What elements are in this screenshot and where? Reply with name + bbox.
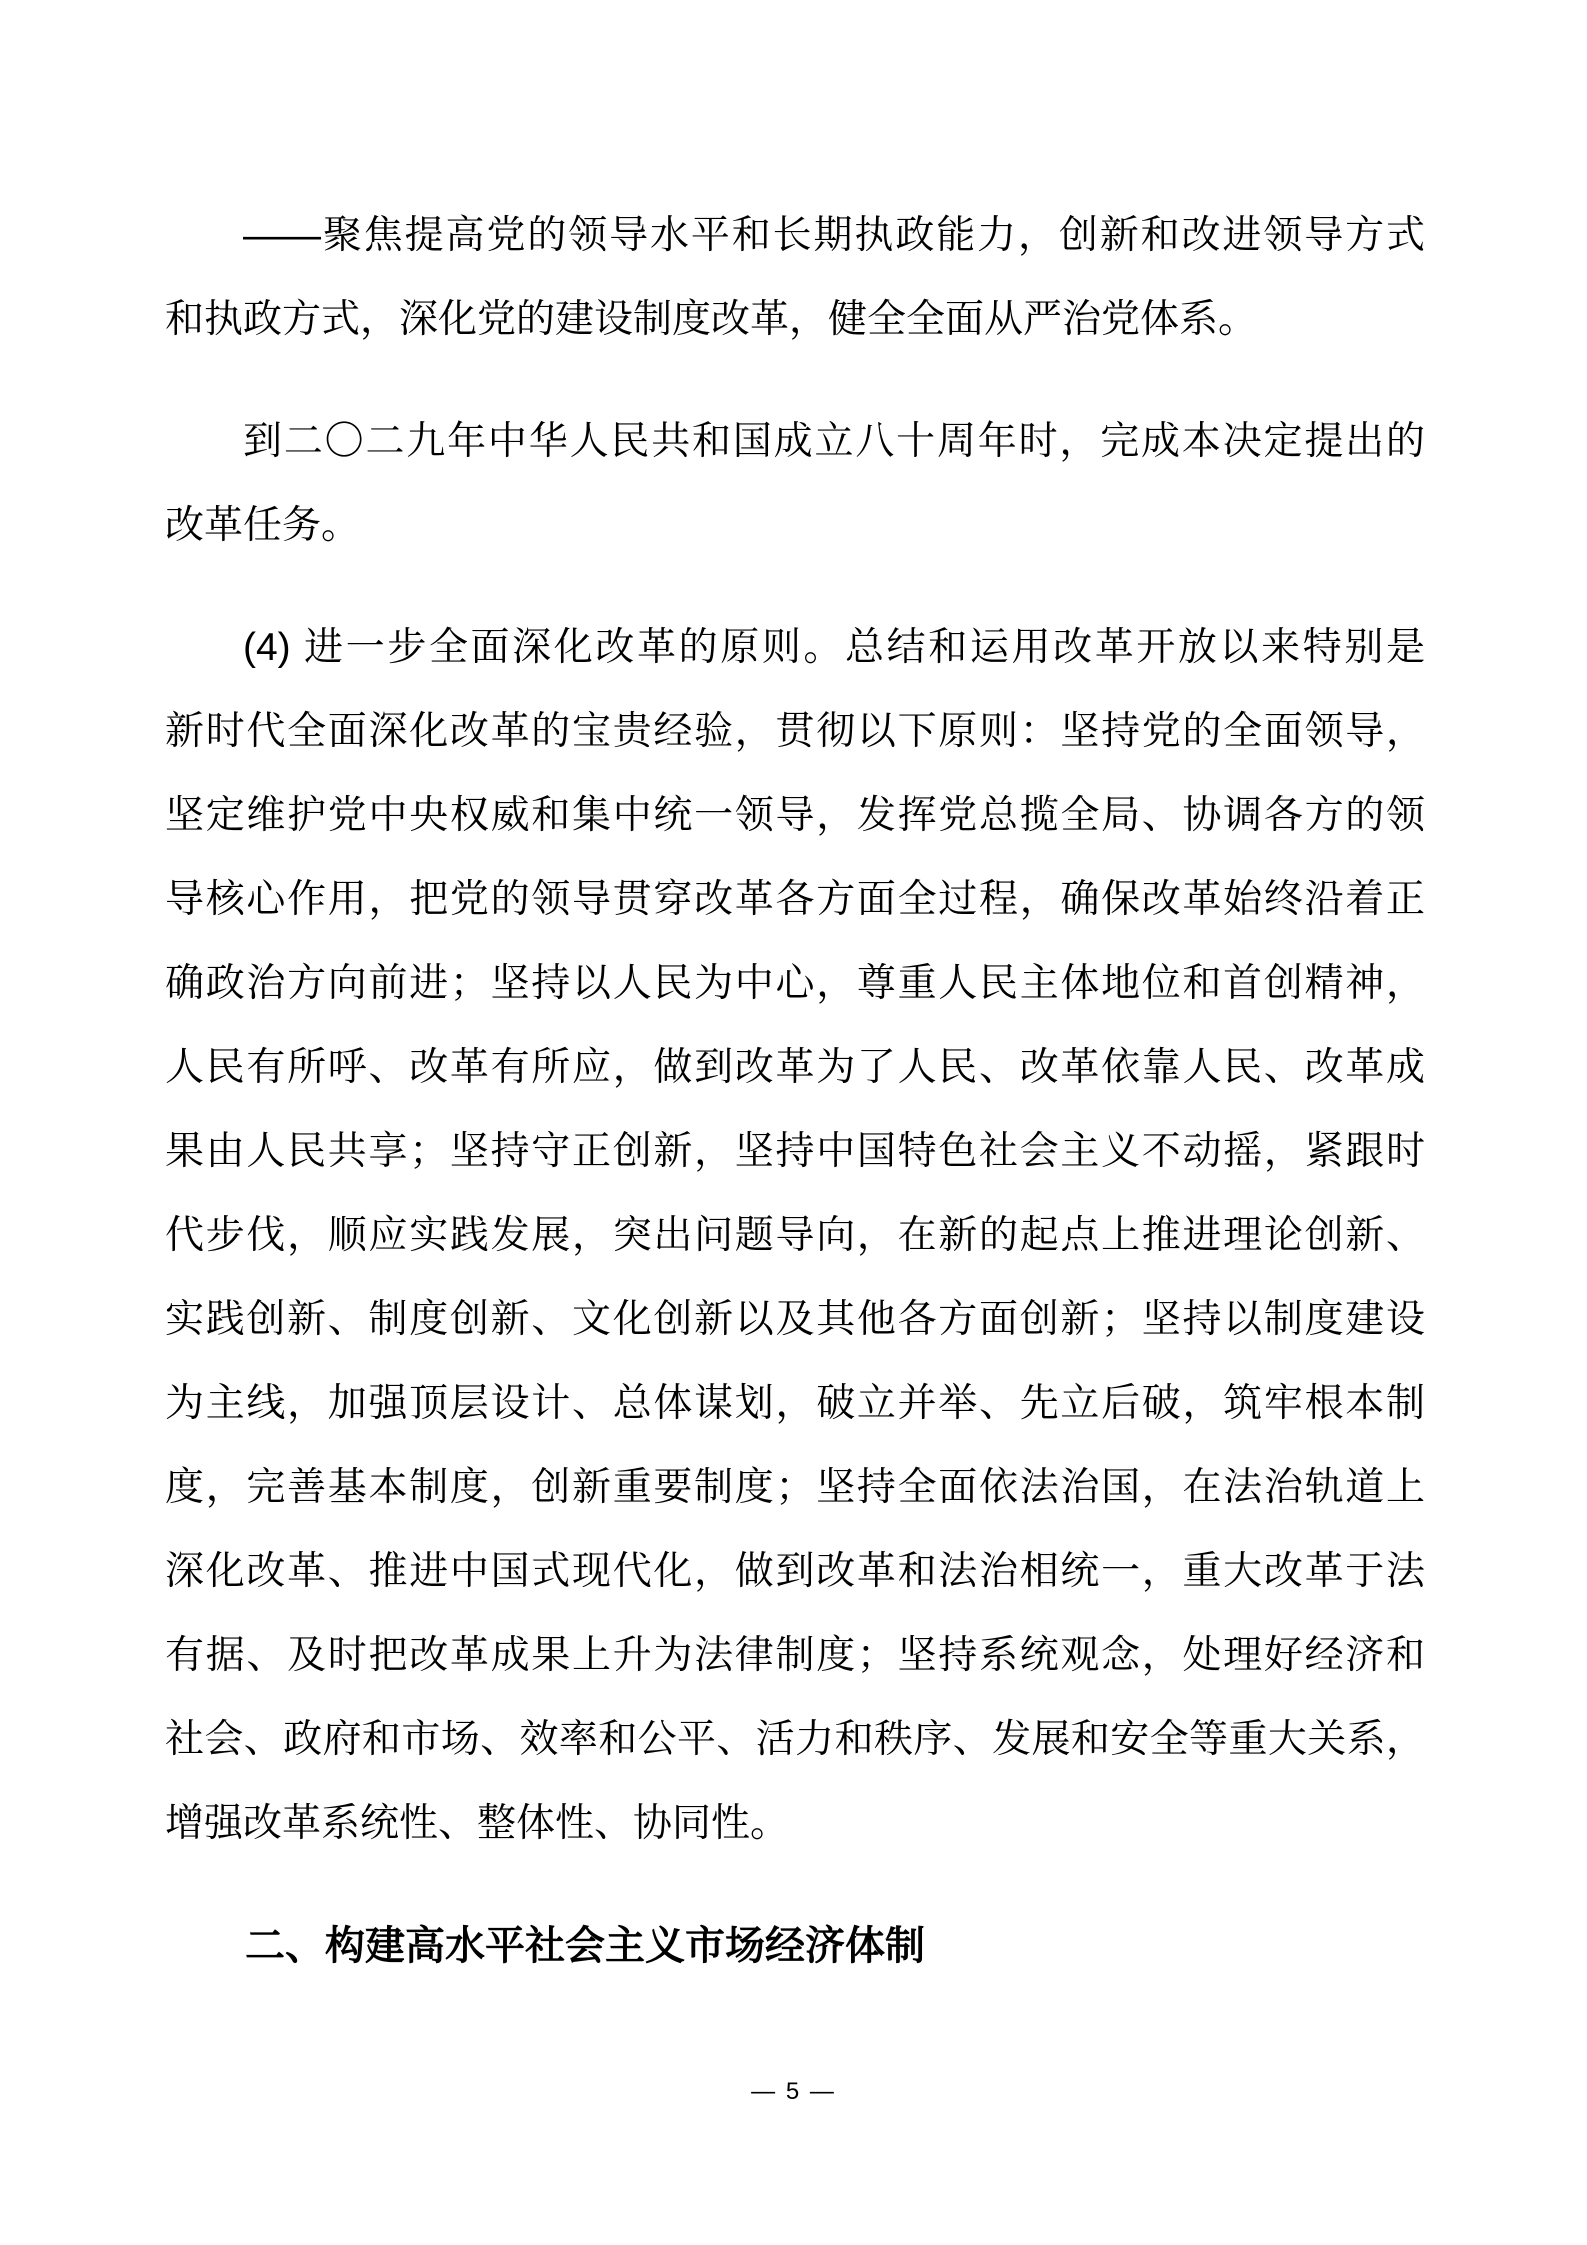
paragraph-line: 代步伐，顺应实践发展，突出问题导向，在新的起点上推进理论创新、 xyxy=(165,1214,1425,1257)
document-body xyxy=(165,194,1425,1988)
paragraph-line: 导核心作用，把党的领导贯穿改革各方面全过程，确保改革始终沿着正 xyxy=(165,878,1425,921)
page-footer xyxy=(0,2078,1587,2106)
paragraph-line: 社会、政府和市场、效率和公平、活力和秩序、发展和安全等重大关系， xyxy=(165,1718,1425,1761)
page-number: — 5 — xyxy=(751,2078,836,2105)
paragraph-line: 到二〇二九年中华人民共和国成立八十周年时，完成本决定提出的 xyxy=(243,420,1425,463)
paragraph-line: 坚定维护党中央权威和集中统一领导，发挥党总揽全局、协调各方的领 xyxy=(165,794,1425,837)
paragraph-line: 度，完善基本制度，创新重要制度；坚持全面依法治国，在法治轨道上 xyxy=(165,1466,1425,1509)
paragraph-line: 和执政方式，深化党的建设制度改革，健全全面从严治党体系。 xyxy=(165,298,1258,341)
paragraph-line: 果由人民共享；坚持守正创新，坚持中国特色社会主义不动摇，紧跟时 xyxy=(165,1130,1425,1173)
paragraph-line: 人民有所呼、改革有所应，做到改革为了人民、改革依靠人民、改革成 xyxy=(165,1046,1425,1089)
paragraph-line: 确政治方向前进；坚持以人民为中心，尊重人民主体地位和首创精神， xyxy=(165,962,1425,1005)
paragraph-line: 为主线，加强顶层设计、总体谋划，破立并举、先立后破，筑牢根本制 xyxy=(165,1382,1425,1425)
section-heading: 二、构建高水平社会主义市场经济体制 xyxy=(245,1924,925,1968)
paragraph-2 xyxy=(165,400,1425,568)
paragraph-line: 深化改革、推进中国式现代化，做到改革和法治相统一，重大改革于法 xyxy=(165,1550,1425,1593)
paragraph-line: 有据、及时把改革成果上升为法律制度；坚持系统观念，处理好经济和 xyxy=(165,1634,1425,1677)
paragraph-line: 实践创新、制度创新、文化创新以及其他各方面创新；坚持以制度建设 xyxy=(165,1298,1425,1341)
paragraph-line: (4) 进一步全面深化改革的原则。总结和运用改革开放以来特别是 xyxy=(243,626,1425,669)
paragraph-3 xyxy=(165,606,1425,1866)
paragraph-line: 增强改革系统性、整体性、协同性。 xyxy=(165,1802,790,1845)
paragraph-line: ——聚焦提高党的领导水平和长期执政能力，创新和改进领导方式 xyxy=(243,214,1425,257)
paragraph-line: 改革任务。 xyxy=(165,504,361,547)
paragraph-line: 新时代全面深化改革的宝贵经验，贯彻以下原则：坚持党的全面领导， xyxy=(165,710,1425,753)
paragraph-1 xyxy=(165,194,1425,362)
